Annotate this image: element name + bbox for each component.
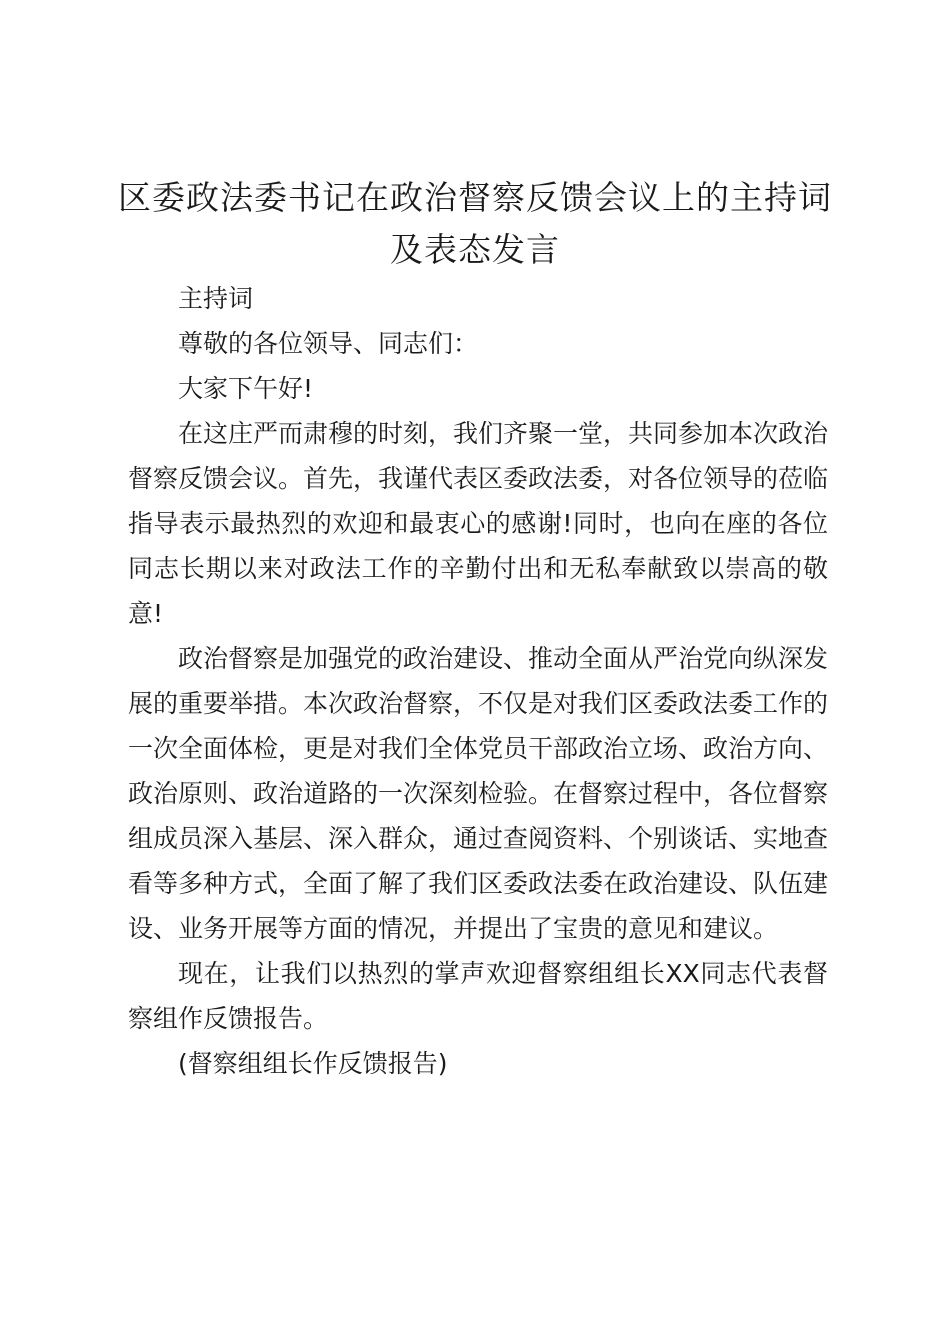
paragraph-salutation: 尊敬的各位领导、同志们： bbox=[178, 329, 479, 358]
document-title: 区委政法委书记在政治督察反馈会议上的主持词及表态发言 bbox=[118, 178, 832, 269]
paragraph-purpose: 政治督察是加强党的政治建设、推动全面从严治党向纵深发展的重要举措。本次政治督察，不仅是对我们区委政法委工作的一次全面体检，更是对我们全体党员干部政治立场、政治方向、政治原则、政治道路的一次深刻检验。在督察过程中，各位督察组成员深入基层、深入群众，通过查阅资料、个别谈话、实地查看等多种方式，全面了解了我们区委政法委在政治建设、队伍建设、业务开展等方面的情况，并提出了宝贵的意见和建议。 bbox=[128, 644, 829, 943]
paragraph-greeting: 大家下午好! bbox=[178, 374, 314, 403]
paragraph-invitation: 现在，让我们以热烈的掌声欢迎督察组组长XX同志代表督察组作反馈报告。 bbox=[128, 959, 828, 1033]
paragraph-stage-note: (督察组组长作反馈报告) bbox=[178, 1049, 448, 1078]
paragraph-welcome: 在这庄严而肃穆的时刻，我们齐聚一堂，共同参加本次政治督察反馈会议。首先，我谨代表区委政法委，对各位领导的莅临指导表示最热烈的欢迎和最衷心的感谢!同时，也向在座的各位同志长期以来对政法工作的辛勤付出和无私奉献致以崇高的敬意! bbox=[128, 419, 829, 628]
document-body bbox=[128, 276, 828, 1086]
paragraph-heading: 主持词 bbox=[178, 284, 254, 313]
